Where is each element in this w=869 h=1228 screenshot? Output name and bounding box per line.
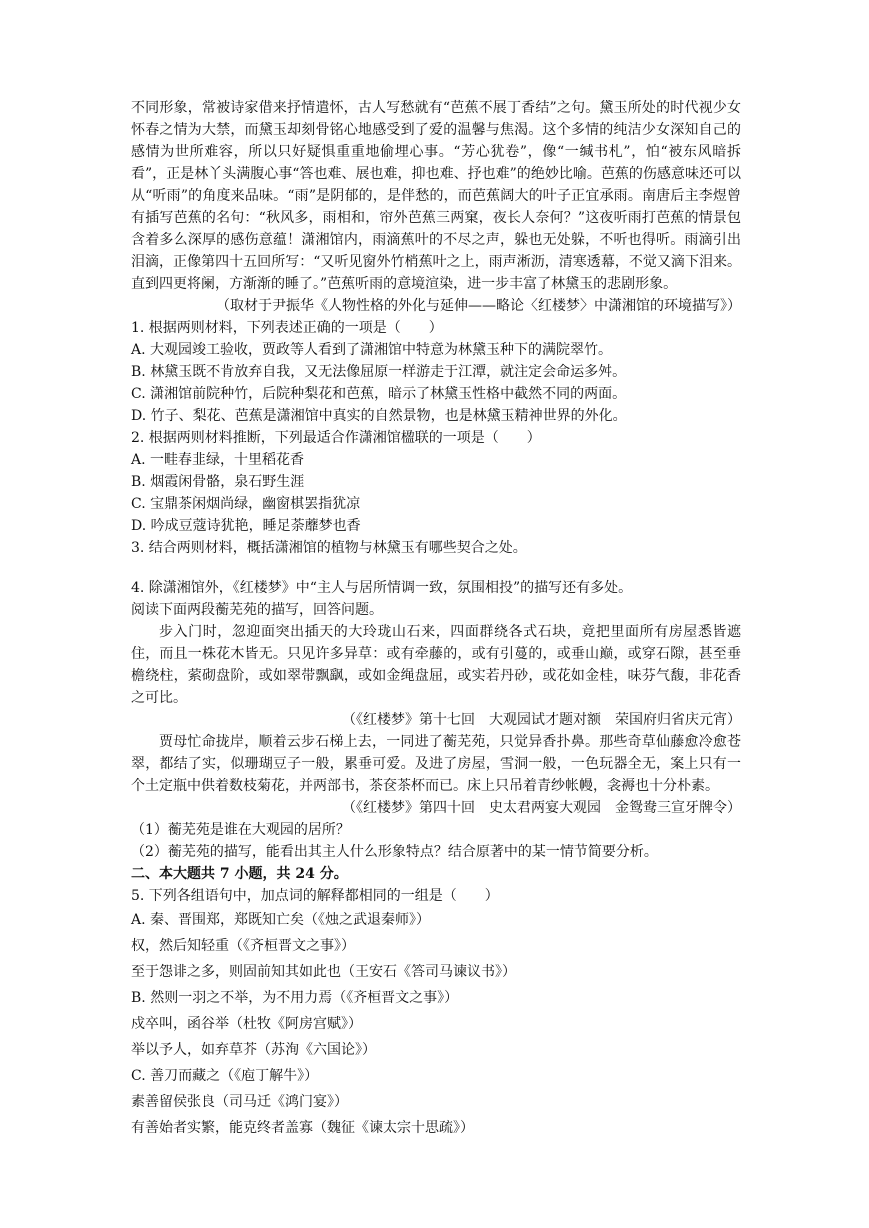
q5-line: A. 秦、晋围郑，郑既知亡矣（《烛之武退秦师》） [131,912,431,928]
q2-option-c: C. 宝鼎茶闲烟尚绿，幽窗棋罢指犹凉 [131,496,361,512]
q5-line: 举以予人，如弃草芥（苏洵《六国论》） [131,1042,376,1058]
q5-line: 素善留侯张良（司马迁《鸿门宴》） [131,1094,348,1110]
question-4-intro: 阅读下面两段蘅芜苑的描写，回答问题。 [131,602,383,618]
section-2-heading: 二、本大题共 7 小题，共 24 分。 [131,866,348,882]
q4-subquestion-1: （1）蘅芜苑是谁在大观园的居所？ [131,822,350,838]
q4-excerpt-2-source: （《红楼梦》第四十回 史太君两宴大观园 金鸳鸯三宣牙牌令） [342,800,741,816]
q4-excerpt-1-source: （《红楼梦》第十七回 大观园试才题对额 荣国府归省庆元宵） [342,712,741,728]
q1-option-b: B. 林黛玉既不肯放弃自我，又无法像屈原一样游走于江潭，就注定会命运多舛。 [131,364,627,380]
q2-option-b: B. 烟霞闲骨骼，泉石野生涯 [131,474,305,490]
question-5-stem: 5. 下列各组语句中，加点词的解释都相同的一组是（ ） [131,888,499,904]
passage-paragraph: 不同形象，常被诗家借来抒情遣怀，古人写愁就有“芭蕉不展丁香结”之句。黛玉所处的时代视少女怀春之情为大禁，而黛玉却刻骨铭心地感受到了爱的温馨与焦渴。这个多情的纯洁少女深知自己的感情为世所难容，所以只好疑惧重重地偷埋心事。“芳心犹卷”，像“一缄书札”，怕“被东风暗拆看”，正是林丫头满腹心事“答也难、展也难，抑也难、抒也难”的绝妙比喻。芭蕉的伤感意味还可以从“听雨”的角度来品味。“雨”是阴郁的，是伴愁的，而芭蕉阔大的叶子正宜承雨。南唐后主李煜曾有插写芭蕉的名句：“秋风多，雨相和，帘外芭蕉三两窠，夜长人奈何？”这夜听雨打芭蕉的情景包含着多么深厚的感伤意蕴！潇湘馆内，雨滴蕉叶的不尽之声，躲也无处躲，不听也得听。雨滴引出泪滴，正像第四十五回所写：“又听见窗外竹梢蕉叶之上，雨声淅沥，清寒透幕，不觉又滴下泪来。直到四更将阑，方渐渐的睡了。”芭蕉听雨的意境渲染，进一步丰富了林黛玉的悲剧形象。 [131,100,741,292]
q2-option-d: D. 吟成豆蔻诗犹艳，睡足荼蘼梦也香 [131,518,361,534]
q5-line: C. 善刀而藏之（《庖丁解牛》） [131,1068,319,1084]
source-citation: （取材于尹振华《人物性格的外化与延伸——略论〈红楼梦〉中潇湘馆的环境描写》） [216,298,741,314]
q5-line: B. 然则一羽之不举，为不用力焉（《齐桓晋文之事》） [131,990,459,1006]
q5-line: 至于怨诽之多，则固前知其如此也（王安石《答司马谏议书》） [131,964,516,980]
question-3: 3. 结合两则材料，概括潇湘馆的植物与林黛玉有哪些契合之处。 [131,540,527,556]
question-1-stem: 1. 根据两则材料，下列表述正确的一项是（ ） [131,320,443,336]
q5-line: 戍卒叫，函谷举（杜牧《阿房宫赋》） [131,1016,362,1032]
question-4-stem: 4. 除潇湘馆外，《红楼梦》中“主人与居所情调一致，氛围相投”的描写还有多处。 [131,580,633,596]
q5-line: 有善始者实繁，能克终者盖寡（魏征《谏太宗十思疏》） [131,1120,474,1136]
q4-subquestion-2: （2）蘅芜苑的描写，能看出其主人什么形象特点？结合原著中的某一情节简要分析。 [131,844,658,860]
q1-option-a: A. 大观园竣工验收，贾政等人看到了潇湘馆中特意为林黛玉种下的满院翠竹。 [131,342,613,358]
q1-option-c: C. 潇湘馆前院种竹，后院种梨花和芭蕉，暗示了林黛玉性格中截然不同的两面。 [131,386,627,402]
spacer [131,559,741,577]
q5-line: 权，然后知轻重（《齐桓晋文之事》） [131,938,355,954]
q4-excerpt-1: 步入门时，忽迎面突出插天的大玲珑山石来，四面群绕各式石块，竟把里面所有房屋悉皆遮住，而且一株花木皆无。只见许多异草：或有牵藤的，或有引蔓的，或垂山巅，或穿石隙，甚至垂檐绕柱，萦砌盘阶，或如翠带飘飖，或如金绳盘屈，或实若丹砂，或花如金桂，味芬气馥，非花香之可比。 [131,624,741,706]
q4-excerpt-2: 贾母忙命拢岸，顺着云步石梯上去，一同进了蘅芜苑，只觉异香扑鼻。那些奇草仙藤愈冷愈苍翠，都结了实，似珊瑚豆子一般，累垂可爱。及进了房屋，雪洞一般，一色玩器全无，案上只有一个土定瓶中供着数枝菊花，并两部书，茶奁茶杯而已。床上只吊着青纱帐幔，衾褥也十分朴素。 [131,734,741,794]
document-page [131,97,741,1141]
q1-option-d: D. 竹子、梨花、芭蕉是潇湘馆中真实的自然景物，也是林黛玉精神世界的外化。 [131,408,627,424]
question-2-stem: 2. 根据两则材料推断，下列最适合作潇湘馆楹联的一项是（ ） [131,430,541,446]
q2-option-a: A. 一畦春韭绿，十里稻花香 [131,452,305,468]
